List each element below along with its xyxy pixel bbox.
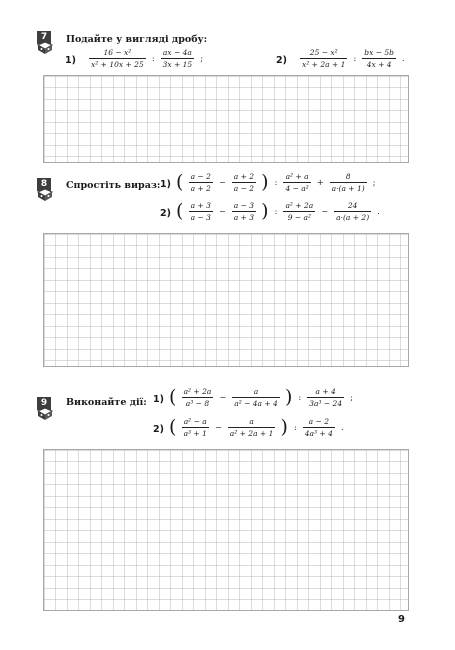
fraction: [330, 172, 367, 193]
task-8-item-1: [160, 172, 376, 193]
task-number: 7: [37, 31, 51, 44]
left-paren: (: [169, 386, 177, 408]
denominator: 9 − a²: [287, 213, 311, 222]
numerator: a² + 2a: [285, 201, 314, 210]
numerator: a² + 2a: [183, 387, 212, 396]
numerator: a − 3: [233, 201, 255, 210]
numerator: a: [228, 417, 276, 428]
item-label: 2): [160, 208, 171, 219]
answer-grid-task-8[interactable]: [43, 233, 409, 367]
operator: :: [293, 423, 297, 432]
punctuation: ;: [372, 178, 376, 187]
fraction: [283, 172, 310, 193]
item-label: 1): [160, 179, 171, 190]
fraction: [232, 201, 256, 222]
fraction: [89, 48, 146, 69]
item-label: 1): [153, 394, 164, 405]
numerator: 8: [330, 172, 367, 183]
numerator: 24: [334, 201, 371, 212]
right-paren: ): [284, 386, 293, 408]
numerator: a: [232, 387, 280, 398]
task-9-instruction: Виконайте дії:: [66, 397, 147, 408]
denominator: a·(a + 1): [331, 184, 365, 193]
task-8-instruction: Спростіть вираз:: [66, 180, 161, 191]
operator: −: [218, 207, 226, 216]
task-7-badge: [37, 31, 51, 53]
numerator: bx − 5b: [364, 48, 394, 57]
denominator: x² + 2a + 1: [302, 60, 346, 69]
operator: :: [298, 393, 302, 402]
right-paren: ): [280, 416, 288, 438]
operator: −: [214, 423, 222, 432]
denominator: x² + 10x + 25: [91, 60, 144, 69]
fraction: [362, 48, 396, 69]
punctuation: .: [340, 423, 344, 432]
task-9-item-2: [153, 417, 345, 438]
dice-icon: [37, 189, 53, 201]
fraction: [182, 387, 214, 408]
denominator: 4x + 4: [366, 60, 392, 69]
task-7-item-2: [276, 48, 406, 69]
punctuation: .: [377, 207, 380, 216]
left-paren: (: [176, 200, 184, 222]
operator: −: [219, 393, 227, 402]
punctuation: ;: [200, 54, 204, 63]
operator: −: [321, 207, 329, 216]
denominator: a − 2: [233, 184, 255, 193]
numerator: a + 4: [307, 387, 344, 398]
fraction: [232, 387, 280, 408]
denominator: 4a³ + 4: [304, 429, 333, 438]
task-8-badge: [37, 178, 51, 200]
page-number: 9: [398, 614, 405, 625]
fraction: [189, 201, 213, 222]
task-7-item-1: [65, 48, 204, 69]
fraction: [307, 387, 344, 408]
item-label: 2): [153, 424, 164, 435]
denominator: 3a³ − 24: [309, 399, 343, 408]
answer-grid-task-7[interactable]: [43, 75, 409, 163]
denominator: a² − 4a + 4: [234, 399, 278, 408]
dice-icon: [37, 42, 53, 54]
operator: :: [151, 54, 155, 63]
numerator: a + 3: [190, 201, 211, 210]
denominator: a³ + 1: [183, 429, 207, 438]
operator: −: [218, 178, 226, 187]
item-label: 2): [276, 55, 287, 66]
operator: :: [274, 178, 278, 187]
numerator: a − 2: [303, 417, 335, 428]
fraction: [300, 48, 347, 69]
numerator: a + 2: [233, 172, 255, 181]
denominator: a³ − 8: [185, 399, 210, 408]
numerator: a² − a: [182, 417, 209, 428]
denominator: a² + 2a + 1: [229, 429, 274, 438]
numerator: a² + a: [283, 172, 310, 183]
denominator: a − 3: [190, 213, 211, 222]
numerator: 16 − x²: [89, 48, 146, 59]
punctuation: ;: [350, 393, 353, 402]
fraction: [303, 417, 335, 438]
operator: +: [316, 178, 324, 187]
denominator: a + 2: [190, 184, 211, 193]
fraction: [228, 417, 276, 438]
right-paren: ): [261, 171, 269, 193]
denominator: a·(a + 2): [336, 213, 370, 222]
denominator: a + 3: [233, 213, 255, 222]
task-number: 9: [37, 397, 51, 410]
dice-icon: [37, 408, 53, 420]
task-9-badge: [37, 397, 51, 419]
right-paren: ): [261, 200, 269, 222]
fraction: [283, 201, 315, 222]
numerator: ax − 4a: [161, 48, 195, 59]
task-7-instruction: Подайте у вигляді дробу:: [66, 34, 208, 45]
task-number: 8: [37, 178, 51, 191]
item-label: 1): [65, 55, 76, 66]
left-paren: (: [176, 171, 184, 193]
left-paren: (: [169, 416, 177, 438]
denominator: 3x + 15: [162, 60, 193, 69]
fraction: [182, 417, 209, 438]
fraction: [334, 201, 371, 222]
operator: :: [274, 207, 278, 216]
numerator: a − 2: [190, 172, 211, 181]
answer-grid-task-9[interactable]: [43, 449, 409, 611]
numerator: 25 − x²: [300, 48, 347, 59]
denominator: 4 − a²: [285, 184, 309, 193]
punctuation: .: [402, 54, 405, 63]
fraction: [189, 172, 213, 193]
fraction: [232, 172, 256, 193]
task-9-item-1: [153, 387, 354, 408]
task-8-item-2: [160, 201, 381, 222]
operator: :: [353, 54, 357, 63]
fraction: [161, 48, 195, 69]
